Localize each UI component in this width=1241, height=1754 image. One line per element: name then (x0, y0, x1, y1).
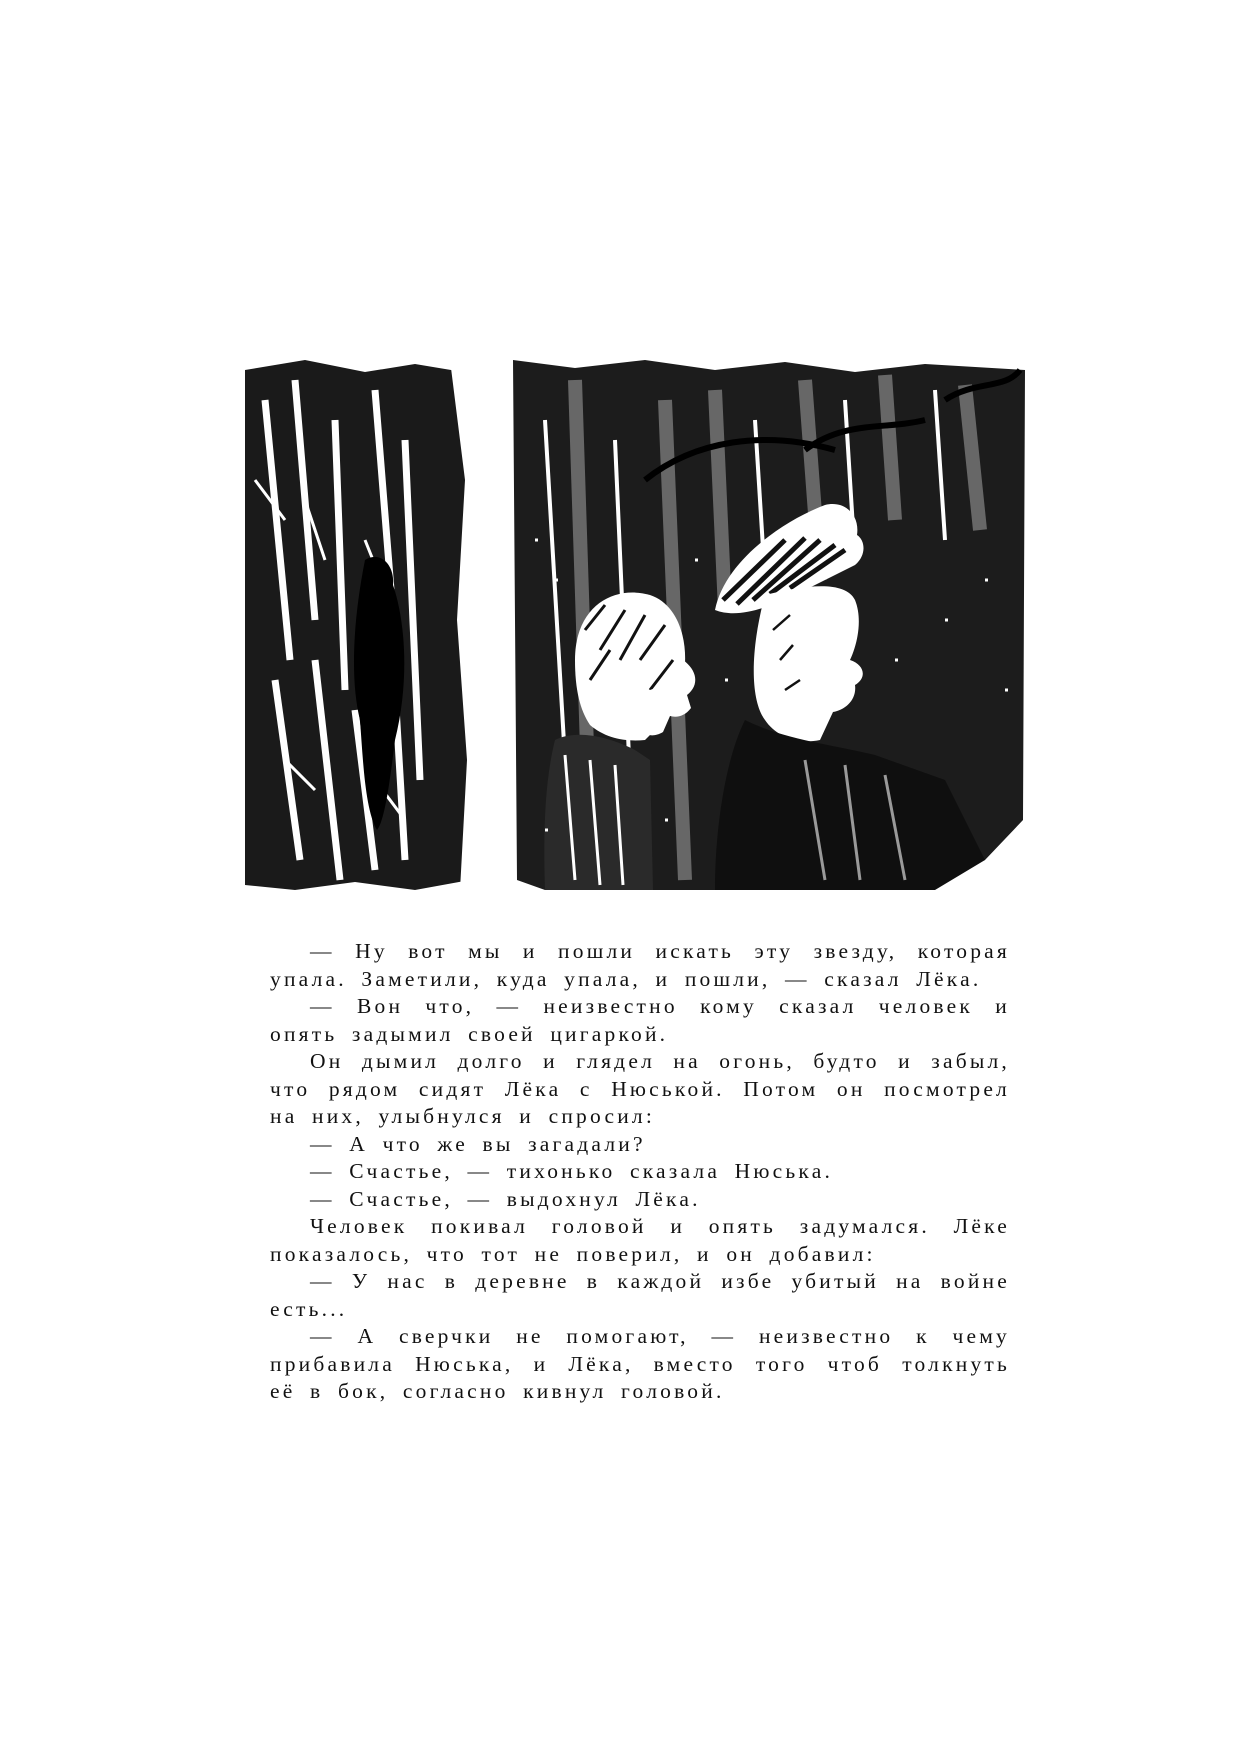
story-text (270, 938, 1010, 1406)
paragraph-5: — Счастье, — тихонько сказала Нюська. (310, 1159, 834, 1183)
paragraph-4: — А что же вы загадали? (310, 1131, 646, 1156)
paragraph-6: — Счастье, — выдохнул Лёка. (310, 1186, 701, 1211)
illustration-drawing (245, 360, 1025, 900)
paragraph-8: — У нас в деревне в каждой избе убитый на войне есть... (270, 1269, 1010, 1321)
paragraph-3: Он дымил долго и глядел на огонь, будто и забыл, что рядом сидят Лёка с Нюськой. Потом он посмотрел на них, улыбнулся и спросил: (270, 1049, 1010, 1128)
right-forest-panel (513, 360, 1025, 890)
ink-illustration-forest-children (245, 360, 1025, 900)
paragraph-1: — Ну вот мы и пошли искать эту звезду, которая упала. Заметили, куда упала, и пошли, — сказал Лёка. (270, 939, 1010, 991)
left-forest-panel (245, 360, 513, 890)
paragraph-7: Человек покивал головой и опять задумался. Лёке показалось, что тот не поверил, и он добавил: (270, 1214, 1010, 1266)
paragraph-2: — Вон что, — неизвестно кому сказал человек и опять задымил своей цигаркой. (270, 994, 1010, 1046)
paragraph-9: — А сверчки не помогают, — неизвестно к чему прибавила Нюська, и Лёка, вместо того чтоб толкнуть её в бок, согласно кивнул головой. (270, 1324, 1010, 1403)
